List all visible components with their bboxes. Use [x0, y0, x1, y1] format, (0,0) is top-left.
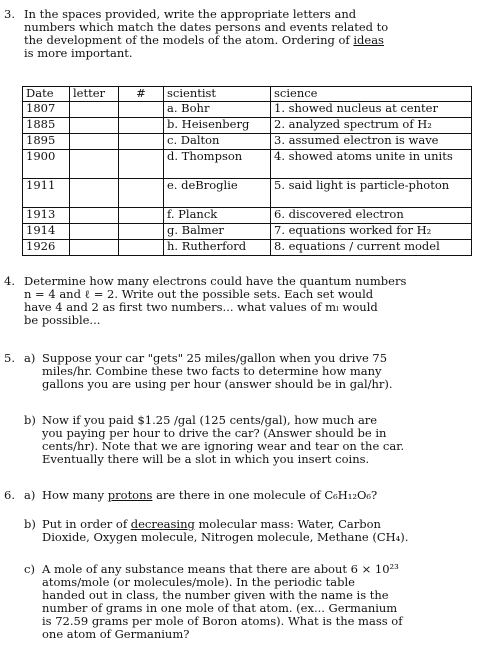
letter-answer-cell[interactable]	[70, 240, 119, 256]
table-row	[23, 102, 472, 118]
q6c-line: atoms/mole (or molecules/mole). In the periodic table	[42, 575, 355, 589]
science-cell: 3. assumed electron is wave	[271, 134, 472, 150]
scientist-cell: c. Dalton	[164, 134, 271, 150]
subpart-label: a)	[24, 488, 36, 502]
science-cell: 6. discovered electron	[271, 208, 472, 224]
q5a-line: Suppose your car "gets" 25 miles/gallon when you drive 75	[42, 351, 388, 365]
letter-answer-cell[interactable]	[70, 134, 119, 150]
question-number: 5.	[4, 351, 15, 365]
question-6b	[0, 518, 478, 544]
date-cell: 1900	[23, 150, 70, 179]
q5a-line: gallons you are using per hour (answer should be in gal/hr).	[42, 377, 393, 391]
q6a-line: How many protons are there in one molecule of C₆H₁₂O₆?	[42, 488, 378, 502]
q6b-line: Put in order of decreasing molecular mass: Water, Carbon	[42, 517, 381, 531]
date-cell: 1926	[23, 240, 70, 256]
scientist-cell: a. Bohr	[164, 102, 271, 118]
q4-line: have 4 and 2 as first two numbers... what values of mₗ would	[24, 300, 378, 314]
date-cell: 1913	[23, 208, 70, 224]
number-answer-cell[interactable]	[119, 134, 164, 150]
date-cell: 1807	[23, 102, 70, 118]
question-number: 6.	[4, 488, 15, 502]
q6b-line: Dioxide, Oxygen molecule, Nitrogen molecule, Methane (CH₄).	[42, 530, 409, 544]
table-row	[23, 240, 472, 256]
scientist-cell: g. Balmer	[164, 224, 271, 240]
table-row	[23, 208, 472, 224]
subpart-label: a)	[24, 351, 36, 365]
q5b-line: cents/hr). Note that we are ignoring wear and tear on the car.	[42, 439, 405, 453]
scientist-cell: b. Heisenberg	[164, 118, 271, 134]
science-cell: 4. showed atoms unite in units	[271, 150, 472, 179]
letter-answer-cell[interactable]	[70, 224, 119, 240]
question-4	[0, 275, 478, 327]
subpart-label: b)	[24, 413, 36, 427]
letter-answer-cell[interactable]	[70, 102, 119, 118]
science-cell: 7. equations worked for H₂	[271, 224, 472, 240]
q3-intro-line: the development of the models of the atom. Ordering of ideas	[24, 33, 384, 47]
question-6	[0, 489, 478, 502]
letter-answer-cell[interactable]	[70, 208, 119, 224]
question-number: 3.	[4, 7, 15, 21]
table-row	[23, 224, 472, 240]
letter-answer-cell[interactable]	[70, 179, 119, 208]
date-cell: 1914	[23, 224, 70, 240]
science-cell: 2. analyzed spectrum of H₂	[271, 118, 472, 134]
q3-intro-line: numbers which match the dates persons and events related to	[24, 20, 389, 34]
scientist-cell: e. deBroglie	[164, 179, 271, 208]
col-header-letter: letter	[70, 87, 119, 102]
question-5	[0, 352, 478, 391]
number-answer-cell[interactable]	[119, 150, 164, 179]
question-3	[0, 8, 478, 60]
scientist-cell: d. Thompson	[164, 150, 271, 179]
q6b-emphasis: decreasing	[130, 517, 195, 531]
q6c-line: A mole of any substance means that there are about 6 × 10²³	[42, 562, 399, 576]
science-cell: 5. said light is particle-photon	[271, 179, 472, 208]
number-answer-cell[interactable]	[119, 208, 164, 224]
subpart-label: b)	[24, 517, 36, 531]
q4-line: Determine how many electrons could have the quantum numbers	[24, 274, 407, 288]
letter-answer-cell[interactable]	[70, 118, 119, 134]
col-header-scientist: scientist	[164, 87, 271, 102]
q5a-line: miles/hr. Combine these two facts to determine how many	[42, 364, 382, 378]
date-cell: 1885	[23, 118, 70, 134]
q3-intro-line: is more important.	[24, 46, 133, 60]
col-header-science: science	[271, 87, 472, 102]
col-header-number: #	[119, 87, 164, 102]
question-number: 4.	[4, 274, 15, 288]
table-row	[23, 134, 472, 150]
scientist-cell: h. Rutherford	[164, 240, 271, 256]
number-answer-cell[interactable]	[119, 102, 164, 118]
date-cell: 1895	[23, 134, 70, 150]
letter-answer-cell[interactable]	[70, 150, 119, 179]
question-5b	[0, 414, 478, 466]
table-row	[23, 179, 472, 208]
table-row	[23, 150, 472, 179]
table-header-row	[23, 87, 472, 102]
science-cell: 8. equations / current model	[271, 240, 472, 256]
q5b-line: you paying per hour to drive the car? (Answer should be in	[42, 426, 387, 440]
q5b-line: Now if you paid $1.25 /gal (125 cents/gal), how much are	[42, 413, 378, 427]
number-answer-cell[interactable]	[119, 118, 164, 134]
q3-emphasis: ideas	[353, 33, 384, 47]
q6a-emphasis: protons	[107, 488, 153, 502]
subpart-label: c)	[24, 562, 35, 576]
q6c-line: is 72.59 grams per mole of Boron atoms). What is the mass of	[42, 614, 403, 628]
q4-line: n = 4 and ℓ = 2. Write out the possible sets. Each set would	[24, 287, 374, 301]
question-6c	[0, 563, 478, 641]
science-cell: 1. showed nucleus at center	[271, 102, 472, 118]
number-answer-cell[interactable]	[119, 179, 164, 208]
scientist-cell: f. Planck	[164, 208, 271, 224]
q4-line: be possible...	[24, 313, 101, 327]
q6c-line: one atom of Germanium?	[42, 627, 190, 641]
date-cell: 1911	[23, 179, 70, 208]
q6c-line: number of grams in one mole of that atom. (ex... Germanium	[42, 601, 398, 615]
number-answer-cell[interactable]	[119, 240, 164, 256]
number-answer-cell[interactable]	[119, 224, 164, 240]
q3-intro-line: In the spaces provided, write the appropriate letters and	[24, 7, 357, 21]
q5b-line: Eventually there will be a slot in which you insert coins.	[42, 452, 370, 466]
table-row	[23, 118, 472, 134]
q6c-line: handed out in class, the number given with the name is the	[42, 588, 389, 602]
col-header-date: Date	[23, 87, 70, 102]
matching-table	[22, 86, 472, 256]
